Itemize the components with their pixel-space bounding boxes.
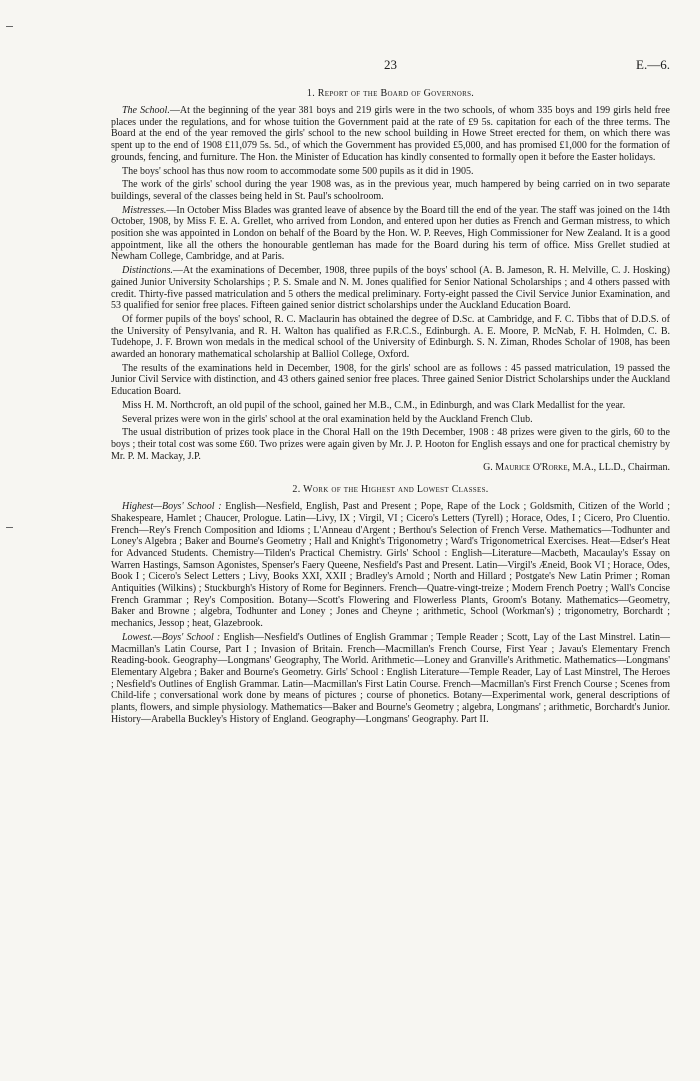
paragraph [111, 414, 670, 426]
paragraph-text: —At the examinations of December, 1908, three pupils of the boys' school (A. B. Jameson, R. H. Melville, C. J. Hosking) gained Junior University Scholarships ; P. S. Smale and N. M. Jones qualified for Senior National Scholarships ; and 4 others passed with credit. Thirty-five passed matriculation and 5 others the medical preliminary. Forty-eight passed the Civil Service Junior Examination, and 53 qualified for senior free places. Fifteen gained senior district scholarships under the Auckland Education Board. [111, 265, 670, 312]
margin-mark [6, 26, 13, 27]
paragraph [111, 632, 670, 726]
paragraph-text: The boys' school has thus now room to accommodate some 500 pupils as it did in 1905. [122, 165, 474, 177]
paragraph-text: The usual distribution of prizes took place in the Choral Hall on the 19th December, 1908 : 48 prizes were given to the girls, 60 to the boys ; their total cost was some £60. Two prizes were again given by Mr. J. P. Hooton for English essays and one for practical chemistry by Mr. P. M. Mackay, J.P. [111, 427, 670, 462]
paragraph-lead: Distinctions. [122, 265, 173, 277]
signature-name: G. Maurice O'Rorke [483, 462, 568, 474]
paragraph [111, 179, 670, 202]
paragraph [111, 314, 670, 361]
paragraph-text: The results of the examinations held in December, 1908, for the girls' school are as follows : 45 passed matriculation, 19 passed the Junior Civil Service with distinction, and 43 others gained senior free places. Three gained Senior District Scholarships under the Auckland Education Board. [111, 362, 670, 398]
section-body [111, 105, 670, 462]
paragraph-text: The work of the girls' school during the year 1908 was, as in the previous year, much hampered by being carried on in two separate buildings, several of the classes being held in St. Paul's schoolroom. [111, 179, 670, 202]
section-title: 2. Work of the Highest and Lowest Classes. [292, 484, 489, 496]
paragraph-text: —In October Miss Blades was granted leave of absence by the Board till the end of the year. The staff was joined on the 14th October, 1908, by Miss F. E. A. Grellet, who arrived from London, and entered upon her duties as French and German mistress, to which position she was appointed in London on behalf of the Board by the Hon. W. P. Reeves, High Commissioner for New Zealand. It is a good appointment, like all the others the honourable gentleman has made for the Board during his term of office. Miss Grellet studied at Newham College, Cambridge, and at Paris. [111, 204, 670, 263]
paragraph [111, 427, 670, 462]
paragraph-lead: The School. [122, 105, 170, 116]
paragraph [111, 166, 670, 178]
paragraph-text: Of former pupils of the boys' school, R. C. Maclaurin has obtained the degree of D.Sc. at Cambridge, and F. C. Tibbs that of D.D.S. of the University of Pensylvania, and R. H. Walton has qualified as F.R.C.S., Edinburgh. A. E. Moore, P. McNab, F. H. Holmden, C. B. Tudehope, J. F. Brown won medals in the medical school of the University of Edinburgh. S. N. Ziman, Rhodes Scholar of 1908, has been awarded an honorary mathematical scholarship at Balliol College, Oxford. [111, 313, 670, 361]
paragraph-lead: Lowest.—Boys' School : [122, 631, 221, 643]
document-reference: E.—6. [636, 57, 670, 72]
paragraph-text: Several prizes were won in the girls' school at the oral examination held by the Auckland French Club. [122, 413, 533, 425]
paragraph-lead: Mistresses. [122, 204, 167, 216]
paragraph [111, 501, 670, 630]
section-title: 1. Report of the Board of Governors. [306, 88, 475, 99]
paragraph-lead: Highest—Boys' School : [122, 501, 222, 513]
paragraph-text: —At the beginning of the year 381 boys and 219 girls were in the two schools, of whom 335 boys and 199 girls held free places under the regulations, and for whose tuition the Government paid at the rate of £9 5s. capitation for each of the three terms. The Board at the end of the year removed the girls' school to the new school building in Howe Street erected for them, on which there was spent up to the end of 1908 £11,079 5s. 5d., of which the Government has provided £5,000, and has promised £1,000 for the formation of grounds, fencing, and furniture. The Hon. the Minister of Education has kindly consented to formally open it before the Easter holidays. [111, 105, 670, 163]
page-header [111, 57, 670, 73]
paragraph [111, 363, 670, 398]
paragraph-text: English—Nesfield, English, Past and Present ; Pope, Rape of the Lock ; Goldsmith, Citizen of the World ; Shakespeare, Hamlet ; Chaucer, Prologue. Latin—Livy, IX ; Virgil, VI ; Cicero's Letters (Tyrell) ; Horace, Odes, I ; Cicero, Pro Cluentio. French—Rey's French Composition and Idioms ; L'Anneau d'Argent ; Berthou's Selection of French Verse. Mathematics—Todhunter and Loney's Algebra ; Baker and Bourne's Geometry ; Hall and Knight's Trigonometry ; Ward's Trigonometrical Exercises. Heat—Edser's Heat for Advanced Students. Chemistry—Tilden's Practical Chemistry. Girls' School : English—Literature—Macbeth, Macaulay's Essay on Warren Hastings, Samson Agonistes, Spenser's Faery Queene, Nesfield's Past and Present. Latin—Virgil's Æneid, Book VI ; Horace, Odes, Book I ; Cicero's Select Letters ; Livy, Books XXI, XXII ; Bradley's Arnold ; North and Hillard ; Postgate's New Latin Primer ; Roman Antiquities (Wilkins) ; Stuckburgh's History of Rome for Beginners. French—Quatre-vingt-treize ; Modern French Poetry ; Wall's Concise French Grammar ; Rey's Composition. Botany—Scott's Flowering and Flowerless Plants, Groom's Botany. Mathematics—Geometry, Baker and Browne ; algebra, Todhunter and Loney ; Jones and Cheyne ; arithmetic, School (Workman's) ; trigonometry, Borchardt ; mechanics, Jessop ; heat, Glazebrook. [111, 501, 671, 630]
paragraph-text: Miss H. M. Northcroft, an old pupil of the school, gained her M.B., C.M., in Edinburgh, and was Clark Medallist for the year. [122, 399, 626, 411]
paragraph [111, 105, 670, 164]
paragraph [111, 265, 670, 312]
section-body [111, 501, 670, 725]
signature [111, 462, 670, 474]
paragraph-text: English—Nesfield's Outlines of English Grammar ; Temple Reader ; Scott, Lay of the Last Minstrel. Latin—Macmillan's Latin Course, Part I ; Invasion of Britain. French—Macmillan's French Course, First Year ; Javau's Elementary French Reading-book. Geography—Longmans' Geography, The World. Arithmetic—Loney and Granville's Arithmetic. Mathematics—Longmans' Elementary Algebra ; Baker and Bourne's Geometry. Girls' School : English Literature—Temple Reader, Lay of Last Minstrel, The Heroes ; Nesfield's Outlines of English Grammar. Latin—Macmillan's First Latin Course. French—Macmillan's First French Course ; Scenes from Child-life ; conversational work done by means of pictures ; course of phonetics. Botany—Experimental work, general descriptions of plants, flowers, and simple physiology. Mathematics—Baker and Bourne's Geometry ; algebra, Longmans' ; arithmetic, Borchardt's Junior. History—Arabella Buckley's History of England. Geography—Longmans' Geography. Part II. [111, 631, 670, 725]
signature-titles: , M.A., LL.D., Chairman. [567, 462, 670, 474]
paragraph [111, 205, 670, 264]
page-number: 23 [384, 57, 397, 72]
paragraph [111, 400, 670, 412]
margin-mark [6, 527, 13, 528]
